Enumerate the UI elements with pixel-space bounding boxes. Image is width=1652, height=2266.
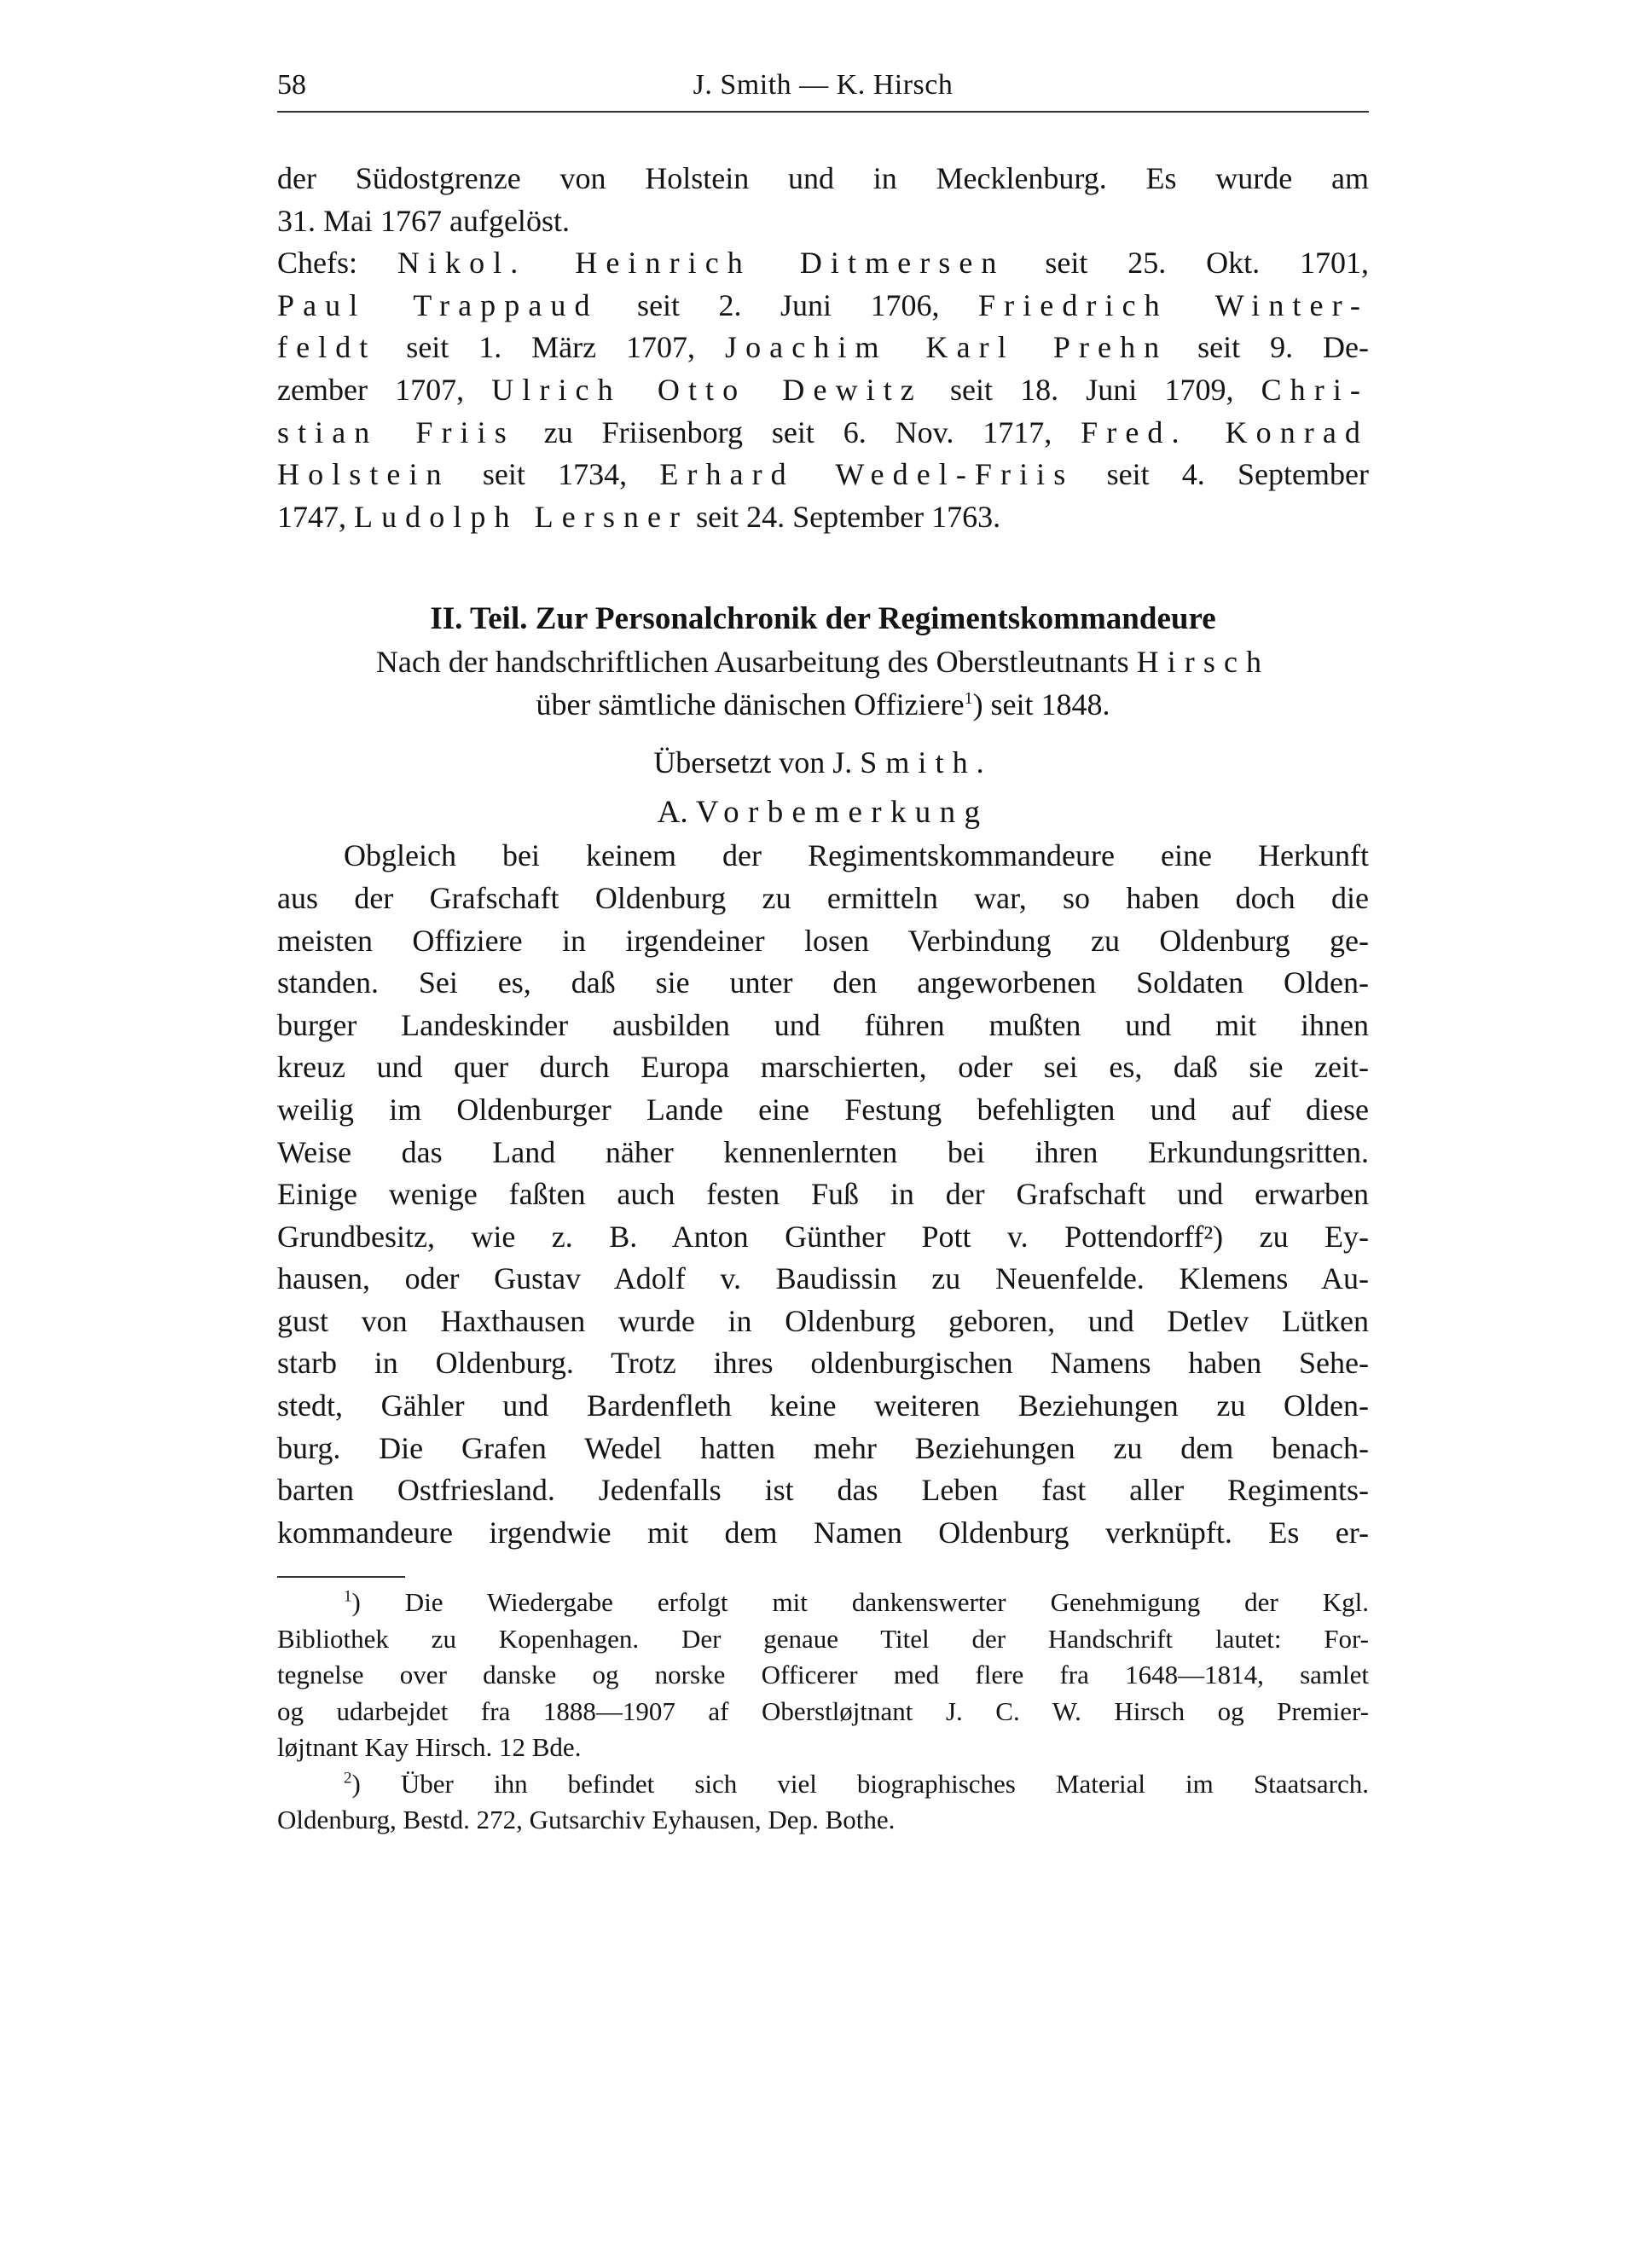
person-name-spaced: Ulrich Otto Dewitz <box>491 372 923 407</box>
body-line: burger Landeskinder ausbilden und führen mußten und mit ihnen <box>277 1007 1369 1042</box>
chefs-text: seit 1. März 1707, <box>376 330 725 365</box>
chefs-text: Chefs: <box>277 246 397 281</box>
source-text: Nach der handschriftlichen Ausarbeitung des Oberstleutnants <box>375 645 1137 680</box>
chefs-text: seit 18. Juni 1709, <box>922 372 1261 407</box>
body-line: kommandeure irgendwie mit dem Namen Oldenburg verknüpft. Es er- <box>277 1515 1369 1550</box>
translator-text: Übersetzt von J. <box>653 745 861 780</box>
body-line: stedt, Gähler und Bardenfleth keine weiteren Beziehungen zu Olden- <box>277 1388 1369 1423</box>
page-number: 58 <box>277 69 306 101</box>
subheading <box>277 791 1369 835</box>
chefs-line <box>277 327 1369 369</box>
person-name-spaced: Fred. Konrad <box>1081 414 1369 449</box>
footnote-line <box>277 1802 1369 1839</box>
body-line: weilig im Oldenburger Lande eine Festung befehligten und auf diese <box>277 1092 1369 1127</box>
footnote-text: løjtnant Kay Hirsch. 12 Bde. <box>277 1732 582 1763</box>
chefs-text: seit 1734, <box>449 457 660 492</box>
chefs-text: seit 25. Okt. 1701, <box>1005 246 1369 281</box>
body-line: Obgleich bei keinem der Regimentskommandeure eine Herkunft <box>344 838 1369 873</box>
footnote-2 <box>277 1766 1369 1839</box>
footnote-text: ) Über ihn befindet sich viel biographisches Material im Staatsarch. <box>351 1768 1369 1799</box>
footnote-rule <box>277 1576 405 1578</box>
footnote-line <box>277 1585 1369 1621</box>
intro-line: 31. Mai 1767 aufgelöst. <box>277 203 570 238</box>
chefs-text: seit 4. September <box>1074 457 1369 492</box>
chefs-text: seit 24. September 1763. <box>688 499 1001 534</box>
body-line: aus der Grafschaft Oldenburg zu ermitteln war, so haben doch die <box>277 880 1369 915</box>
chefs-line <box>277 285 1369 327</box>
body-line: gust von Haxthausen wurde in Oldenburg geboren, und Detlev Lütken <box>277 1303 1369 1338</box>
person-name-spaced: Joachim Karl Prehn <box>725 330 1168 365</box>
subheading-word: Vorbemerkung <box>695 795 989 831</box>
footnote-ref: 1 <box>964 689 973 709</box>
footnote-text: ) Die Wiedergabe erfolgt mit dankenswerter Genehmigung der Kgl. <box>351 1587 1369 1618</box>
body-line: meisten Offiziere in irgendeiner losen Verbindung zu Oldenburg ge- <box>277 923 1369 958</box>
chefs-line <box>277 454 1369 496</box>
running-head: J. Smith — K. Hirsch <box>693 69 954 101</box>
chefs-line <box>277 412 1369 455</box>
chefs-text: 1747, <box>277 499 354 534</box>
body-line: Einige wenige faßten auch festen Fuß in der Grafschaft und erwarben <box>277 1177 1369 1212</box>
body-line: burg. Die Grafen Wedel hatten mehr Beziehungen zu dem benach- <box>277 1430 1369 1465</box>
header-rule <box>277 111 1369 113</box>
person-name-spaced: Ludolph Lersner <box>354 499 689 534</box>
translator-line <box>277 741 1369 784</box>
footnote-mark: 2 <box>344 1769 352 1788</box>
footnote-text: tegnelse over danske og norske Officerer med flere fra 1648—1814, samlet <box>277 1660 1369 1690</box>
author-name-spaced: Hirsch <box>1136 645 1271 680</box>
person-name-spaced: stian Friis <box>277 414 515 449</box>
footnote-text: Oldenburg, Bestd. 272, Gutsarchiv Eyhausen, Dep. Bothe. <box>277 1805 896 1835</box>
source-note <box>277 640 1369 726</box>
person-name-spaced: Nikol. Heinrich Ditmersen <box>397 246 1006 281</box>
footnote-line <box>277 1621 1369 1658</box>
person-name-spaced: Friedrich Winter- <box>978 287 1369 322</box>
footnote-line <box>277 1730 1369 1766</box>
body-line: starb in Oldenburg. Trotz ihres oldenburgischen Namens haben Sehe- <box>277 1346 1369 1381</box>
person-name-spaced: Holstein <box>277 457 450 492</box>
main-paragraph <box>277 835 1369 1554</box>
footnote-mark: 1 <box>344 1588 352 1607</box>
section-heading: II. Teil. Zur Personalchronik der Regimentskommandeure <box>430 601 1216 637</box>
person-name-spaced: Erhard Wedel-Friis <box>659 457 1075 492</box>
page-body <box>277 158 1369 1839</box>
body-line: hausen, oder Gustav Adolf v. Baudissin zu Neuenfelde. Klemens Au- <box>277 1261 1369 1296</box>
body-line: barten Ostfriesland. Jedenfalls ist das Leben fast aller Regiments- <box>277 1473 1369 1508</box>
subheading-letter: A. <box>657 795 696 831</box>
footnote-text: Bibliothek zu Kopenhagen. Der genaue Titel der Handschrift lautet: For- <box>277 1623 1369 1654</box>
footnote-text: og udarbejdet fra 1888—1907 af Oberstløjtnant J. C. W. Hirsch og Premier- <box>277 1695 1369 1726</box>
chefs-line <box>277 496 1369 539</box>
source-text: über sämtliche dänischen Offiziere <box>536 687 965 722</box>
page-header <box>277 67 1369 114</box>
footnote-line <box>277 1657 1369 1694</box>
chefs-line <box>277 242 1369 285</box>
intro-paragraph <box>277 158 1369 242</box>
source-line <box>277 683 1369 726</box>
footnote-line <box>277 1766 1369 1803</box>
source-text: ) seit 1848. <box>972 687 1110 722</box>
chefs-paragraph <box>277 242 1369 538</box>
source-line <box>277 640 1369 683</box>
body-line: Weise das Land näher kennenlernten bei ihren Erkundungsritten. <box>277 1134 1369 1169</box>
chefs-text: zu Friisenborg seit 6. Nov. 1717, <box>514 414 1081 449</box>
translator-name-spaced: Smith. <box>860 745 993 780</box>
person-name-spaced: feldt <box>277 330 377 365</box>
chefs-line <box>277 369 1369 412</box>
footnote-line <box>277 1694 1369 1730</box>
body-line: Grundbesitz, wie z. B. Anton Günther Pott v. Pottendorff²) zu Ey- <box>277 1219 1369 1254</box>
footnote-1 <box>277 1585 1369 1766</box>
chefs-text: zember 1707, <box>277 372 492 407</box>
body-line: standen. Sei es, daß sie unter den angeworbenen Soldaten Olden- <box>277 965 1369 1000</box>
intro-line: der Südostgrenze von Holstein und in Mecklenburg. Es wurde am <box>277 161 1369 195</box>
chefs-text: seit 2. Juni 1706, <box>598 287 979 322</box>
person-name-spaced: Chri- <box>1261 372 1369 407</box>
chefs-text: seit 9. De- <box>1168 330 1369 365</box>
person-name-spaced: Paul Trappaud <box>277 287 599 322</box>
body-line: kreuz und quer durch Europa marschierten, oder sei es, daß sie zeit- <box>277 1050 1369 1085</box>
